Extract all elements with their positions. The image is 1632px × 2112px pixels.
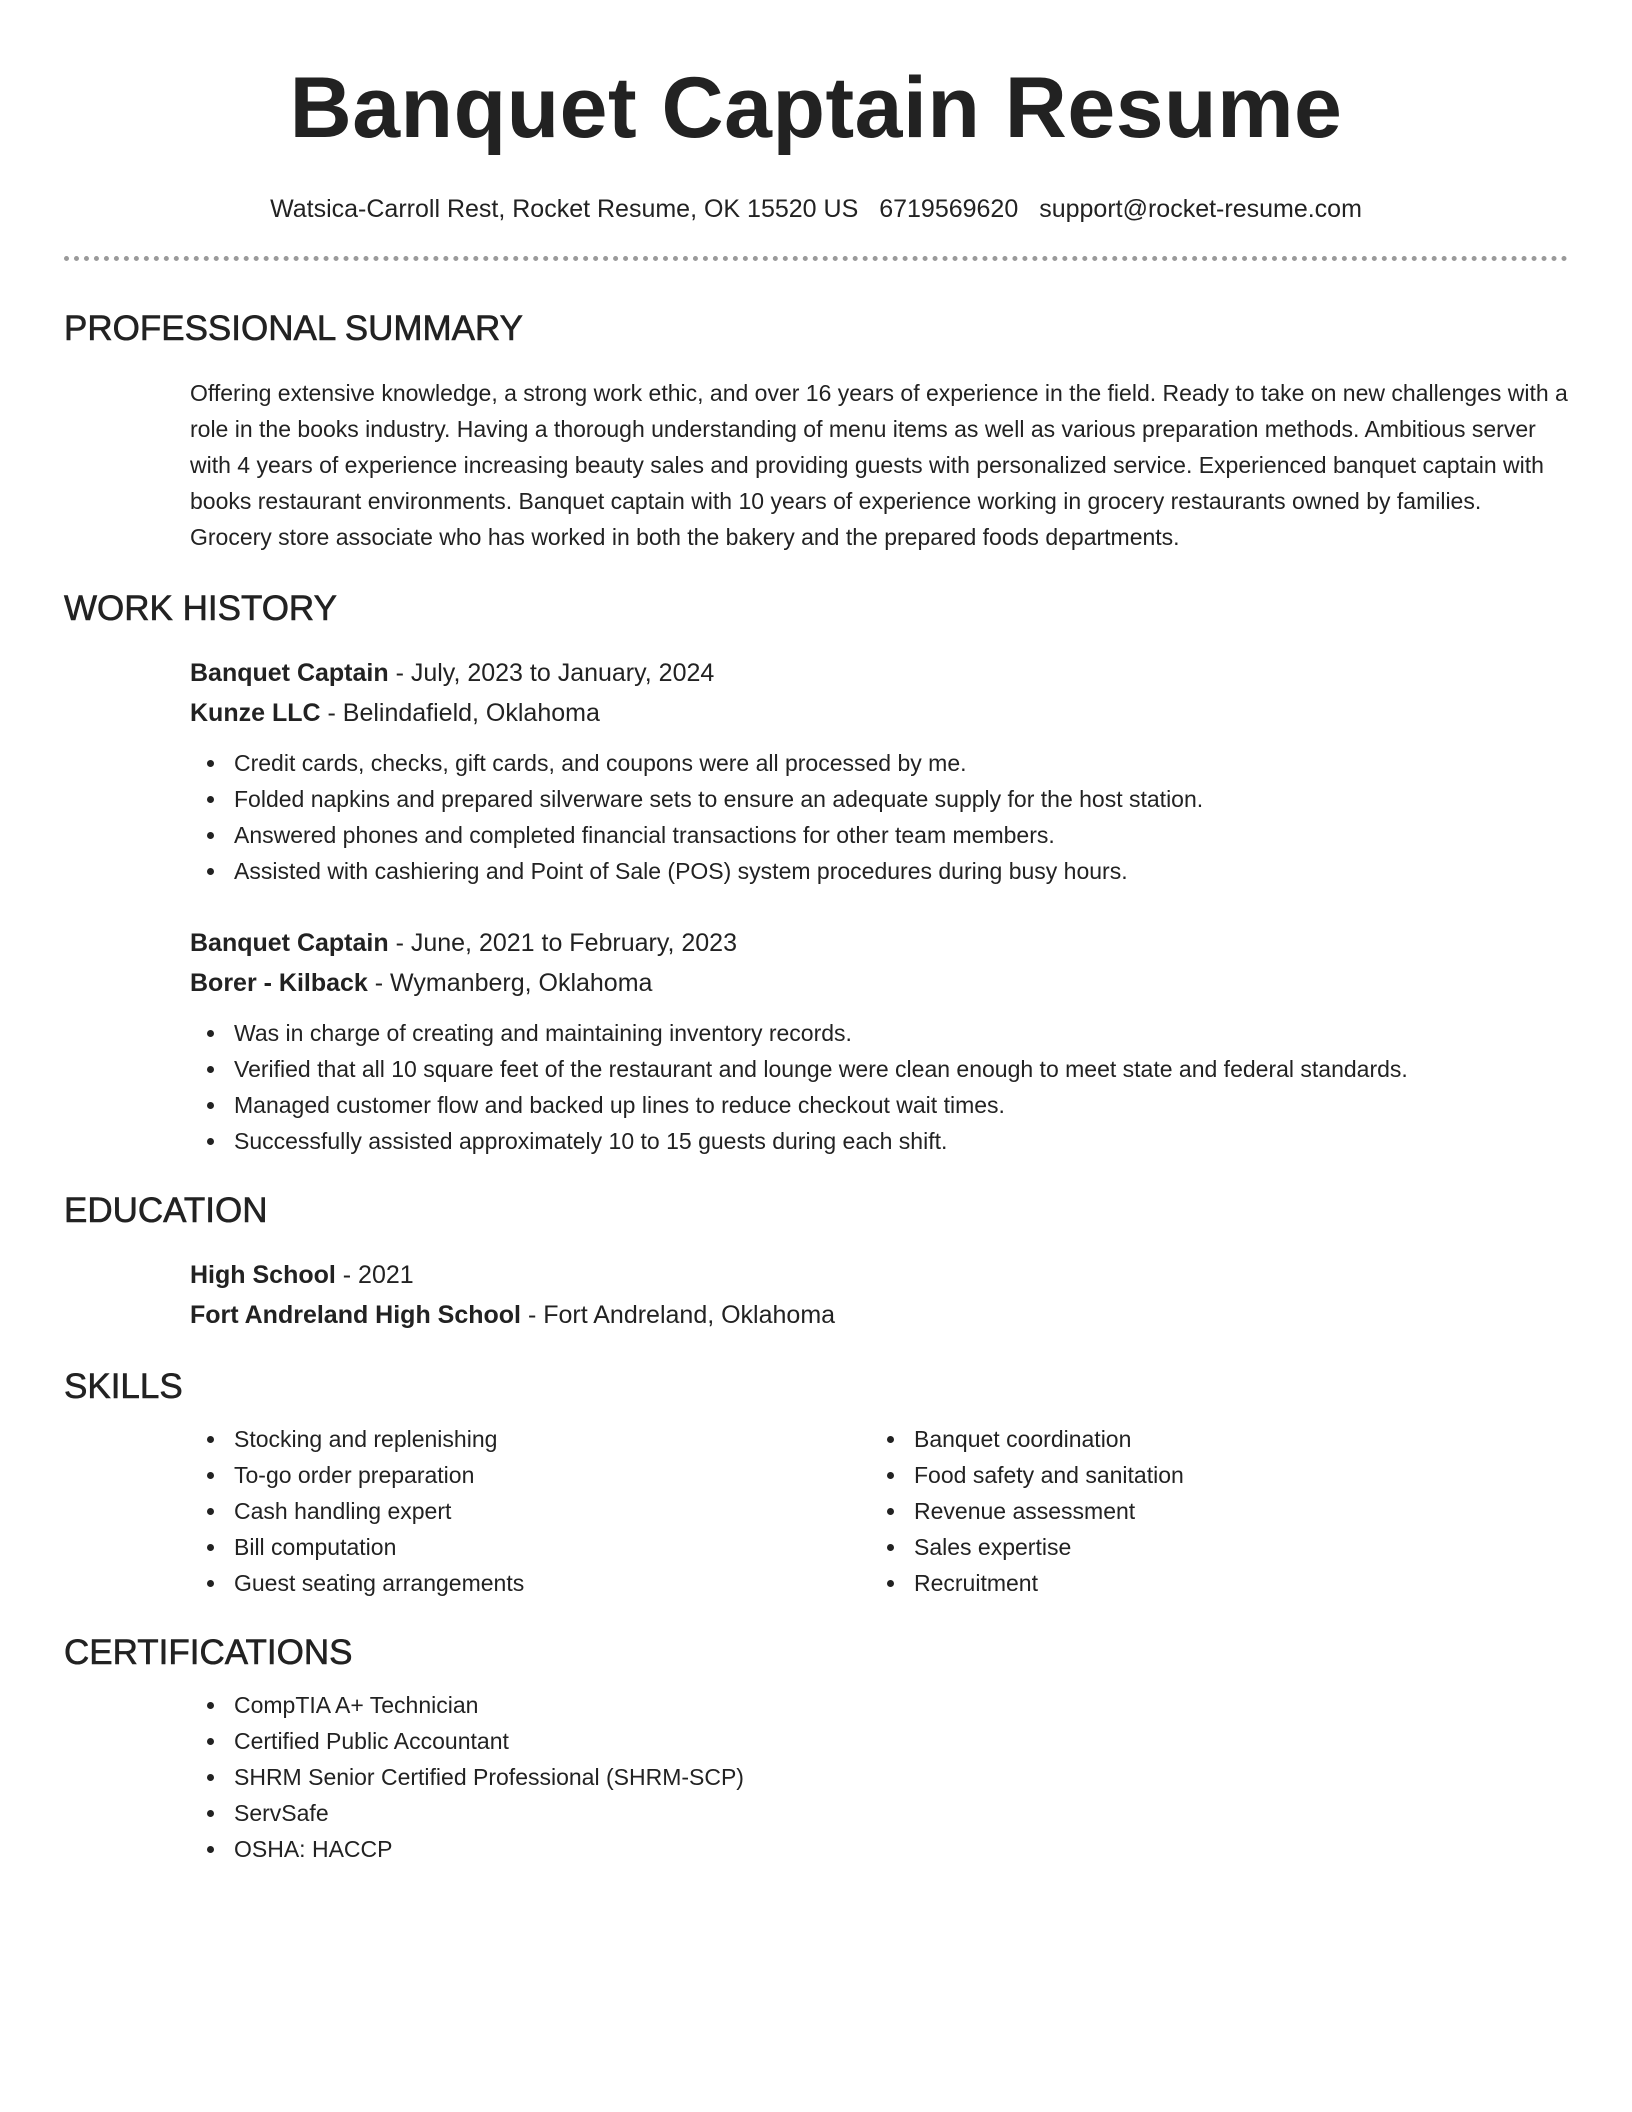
skills-list [190, 1421, 870, 1601]
job-duty-item: Answered phones and completed financial transactions for other team members. [234, 817, 1568, 853]
job-role-line [190, 653, 1568, 693]
education-location: - Fort Andreland, Oklahoma [521, 1301, 836, 1329]
contact-address: Watsica-Carroll Rest, Rocket Resume, OK 15520 US [270, 195, 859, 223]
certifications-block [190, 1687, 1568, 1867]
skills-list [870, 1421, 1550, 1601]
job-company: Kunze LLC [190, 699, 321, 727]
skills-grid [190, 1421, 1568, 1601]
education-school: Fort Andreland High School [190, 1301, 522, 1329]
section-title-education: EDUCATION [64, 1191, 268, 1230]
job-duty-item: Folded napkins and prepared silverware sets to ensure an adequate supply for the host station. [234, 781, 1568, 817]
certifications-list [190, 1687, 1568, 1867]
certification-item: OSHA: HACCP [234, 1831, 1568, 1867]
section-title-work-history: WORK HISTORY [64, 589, 337, 628]
job-role: Banquet Captain [190, 929, 389, 957]
job-dates: - June, 2021 to February, 2023 [388, 929, 737, 957]
section-title-summary: PROFESSIONAL SUMMARY [64, 309, 523, 348]
job-role: Banquet Captain [190, 659, 389, 687]
job-duty-item: Assisted with cashiering and Point of Sale (POS) system procedures during busy hours. [234, 853, 1568, 889]
job-dates: - July, 2023 to January, 2024 [388, 659, 715, 687]
education-year: - 2021 [335, 1261, 414, 1289]
job-duty-item: Credit cards, checks, gift cards, and coupons were all processed by me. [234, 745, 1568, 781]
certification-item: Certified Public Accountant [234, 1723, 1568, 1759]
certification-item: CompTIA A+ Technician [234, 1687, 1568, 1723]
job-company-line [190, 693, 1568, 733]
skills-column-left [190, 1421, 870, 1601]
job-duty-item: Was in charge of creating and maintaining inventory records. [234, 1015, 1568, 1051]
summary-text: Offering extensive knowledge, a strong work ethic, and over 16 years of experience in the field. Ready to take on new challenges with a role in the books industry. Having a thorough understanding of menu items as well as various preparation methods. Ambitious server with 4 years of experience increasing beauty sales and providing guests with personalized service. Experienced banquet captain with books restaurant environments. Banquet captain with 10 years of experience working in grocery restaurants owned by families. Grocery store associate who has worked in both the bakery and the prepared foods departments. [190, 380, 1568, 550]
resume-title: Banquet Captain Resume [289, 60, 1343, 156]
job-entry [190, 653, 1568, 889]
section-title-certifications: CERTIFICATIONS [64, 1633, 353, 1672]
skill-item: Revenue assessment [914, 1493, 1550, 1529]
job-duty-item: Managed customer flow and backed up lines to reduce checkout wait times. [234, 1087, 1568, 1123]
skills-column-right [870, 1421, 1550, 1601]
job-location: - Wymanberg, Oklahoma [367, 969, 653, 997]
skill-item: Stocking and replenishing [234, 1421, 870, 1457]
job-duty-item: Verified that all 10 square feet of the restaurant and lounge were clean enough to meet state and federal standards. [234, 1051, 1568, 1087]
education-degree-line [190, 1255, 1568, 1295]
skill-item: Sales expertise [914, 1529, 1550, 1565]
contact-line [64, 194, 1568, 224]
skill-item: To-go order preparation [234, 1457, 870, 1493]
skill-item: Cash handling expert [234, 1493, 870, 1529]
job-entry [190, 923, 1568, 1159]
job-company: Borer - Kilback [190, 969, 368, 997]
certification-item: ServSafe [234, 1795, 1568, 1831]
header-divider [64, 256, 1568, 261]
job-duties [190, 745, 1568, 889]
skill-item: Food safety and sanitation [914, 1457, 1550, 1493]
job-duties [190, 1015, 1568, 1159]
contact-phone: 6719569620 [879, 195, 1019, 223]
certification-item: SHRM Senior Certified Professional (SHRM-SCP) [234, 1759, 1568, 1795]
job-role-line [190, 923, 1568, 963]
skill-item: Banquet coordination [914, 1421, 1550, 1457]
job-company-line [190, 963, 1568, 1003]
skill-item: Recruitment [914, 1565, 1550, 1601]
contact-email: support@rocket-resume.com [1039, 195, 1362, 223]
skill-item: Guest seating arrangements [234, 1565, 870, 1601]
education-entry [190, 1255, 1568, 1335]
education-school-line [190, 1295, 1568, 1335]
job-location: - Belindafield, Oklahoma [320, 699, 600, 727]
education-degree: High School [190, 1261, 336, 1289]
job-duty-item: Successfully assisted approximately 10 to 15 guests during each shift. [234, 1123, 1568, 1159]
work-history-list [190, 653, 1568, 1159]
section-title-skills: SKILLS [64, 1367, 183, 1406]
skill-item: Bill computation [234, 1529, 870, 1565]
